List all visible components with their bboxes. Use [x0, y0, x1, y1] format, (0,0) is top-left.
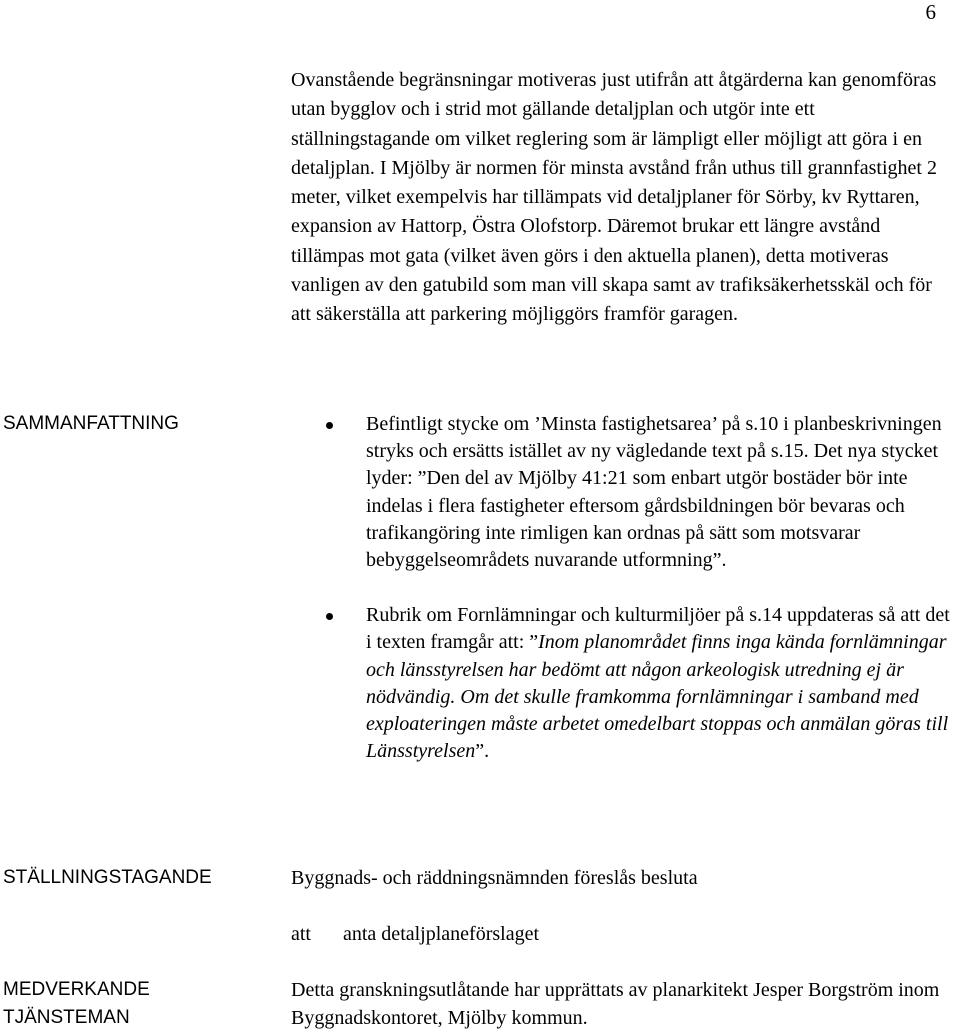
att-label: att	[291, 923, 311, 945]
medverkande-text: Detta granskningsutlåtande har upprättats av planarkitekt Jesper Borgström inom Byggnadskontoret, Mjölby kommun.	[291, 979, 940, 1029]
bullet-icon	[326, 422, 333, 429]
list-item	[366, 602, 960, 765]
intro-paragraph: Ovanstående begränsningar motiveras just utifrån att åtgärderna kan genomföras utan bygglov och i strid mot gällande detaljplan och utgör inte ett ställningstagande om vilket reglering som är lämpligt eller möjligt att göra i en detaljplan. I Mjölby är normen för minsta avstånd från uthus till grannfastighet 2 meter, vilket exempelvis har tillämpats vid detaljplaner för Sörby, kv Ryttaren, expansion av Hattorp, Östra Olofstorp. Däremot brukar ett längre avstånd tillämpas mot gata (vilket även görs i den aktuella planen), detta motiveras vanligen av den gatubild som man vill skapa samt av trafiksäkerhetsskäl och för att säkerställa att parkering möjliggörs framför garagen.	[291, 69, 937, 326]
stallningstagande-heading: STÄLLNINGSTAGANDE	[3, 867, 212, 888]
bullet-quote-end: ”.	[475, 740, 490, 763]
list-item	[366, 411, 960, 574]
bullet-quote: Inom planområdet finns inga kända fornlämningar och länsstyrelsen har bedömt att någon arkeologisk utredning ej är nödvändig. Om det skulle framkomma fornlämningar i samband med exploateringen måste arbetet omedelbart stoppas och anmälan göras till Länsstyrelsen	[366, 631, 949, 763]
medverkande-heading-line2: TJÄNSTEMAN	[3, 1007, 130, 1028]
medverkande-heading-line1: MEDVERKANDE	[3, 979, 150, 1000]
att-text: anta detaljplaneförslaget	[343, 923, 540, 945]
page-number: 6	[925, 0, 936, 24]
sammanfattning-list	[366, 411, 960, 793]
bullet-icon	[326, 613, 333, 620]
decision-text: Byggnads- och räddningsnämnden föreslås besluta	[291, 867, 698, 889]
sammanfattning-heading: SAMMANFATTNING	[3, 413, 179, 434]
bullet-text: Rubrik om Fornlämningar och kulturmiljöer på s.14 uppdateras så att det i texten framgår att: ”	[366, 604, 950, 654]
bullet-text: Befintligt stycke om ’Minsta fastighetsarea’ på s.10 i planbeskrivningen stryks och ersätts istället av ny vägledande text på s.15. Det nya stycket lyder: ”Den del av Mjölby 41:21 som enbart utgör bostäder bör inte indelas i flera fastigheter eftersom gårdsbildningen bör bevaras och trafikangöring inte rimligen kan ordnas på sätt som motsvarar bebyggelseområdets nuvarande utformning”.	[366, 413, 942, 572]
